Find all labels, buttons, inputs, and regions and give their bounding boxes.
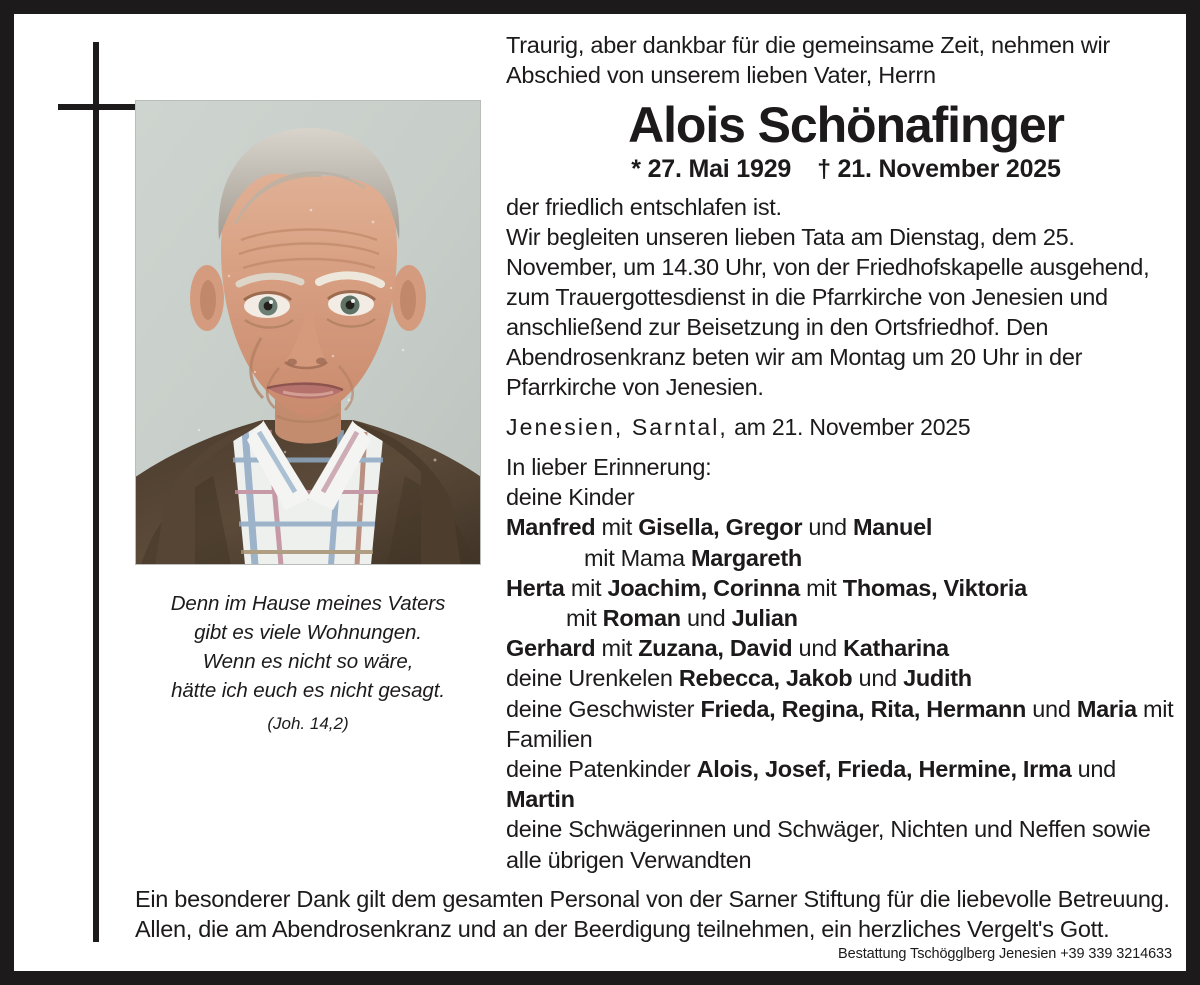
survivor-name: Herta <box>506 574 565 601</box>
survivor-connector: deine Patenkinder <box>506 756 697 783</box>
survivor-connector: mit Familien <box>506 695 1174 752</box>
survivor-line <box>506 694 1186 754</box>
survivor-connector: mit Mama <box>584 544 691 571</box>
place-date: am 21. November 2025 <box>727 414 971 440</box>
survivor-name: Joachim, Corinna <box>607 574 800 601</box>
bible-verse: Denn im Hause meines Vaters gibt es viele Wohnungen. Wenn es nicht so wäre, hätte ich euch es nicht gesagt. <box>170 592 446 702</box>
survivor-connector: und <box>792 635 844 662</box>
survivor-name: Gerhard <box>506 635 596 662</box>
place-and-date-line <box>506 414 1186 441</box>
survivor-name: Maria <box>1076 695 1137 722</box>
cross-vertical-bar <box>93 42 99 942</box>
survivor-line <box>506 543 1186 573</box>
notice-sheet <box>14 14 1186 971</box>
portrait-photo <box>135 100 481 565</box>
birth-date: * 27. Mai 1929 <box>631 155 792 183</box>
portrait-photo-image <box>135 100 481 565</box>
survivor-name: Katharina <box>843 635 949 662</box>
funeral-home-credit: Bestattung Tschögglberg Jenesien +39 339 3214633 <box>838 946 1172 962</box>
survivor-name: Margareth <box>690 544 802 571</box>
thanks-text: Ein besonderer Dank gilt dem gesamten Personal von der Sarner Stiftung für die liebevolle Betreuung. Allen, die am Abendrosenkranz und an der Beerdigung teilnehmen, ein herzliches Vergelt's Gott. <box>135 886 1170 942</box>
children-label: deine Kinder <box>506 484 635 511</box>
survivor-connector: deine Geschwister <box>506 695 701 722</box>
survivor-connector: mit <box>564 574 608 601</box>
survivor-connector: mit <box>595 514 639 541</box>
intro-text: Traurig, aber dankbar für die gemeinsame Zeit, nehmen wir Abschied von unserem lieben Vater, Herrn <box>506 32 1111 88</box>
cross-horizontal-bar <box>58 104 144 110</box>
survivor-line <box>506 754 1186 814</box>
survivor-lines <box>506 512 1186 874</box>
survivor-name: Manfred <box>506 514 596 541</box>
survivor-connector: deine Schwägerinnen und Schwäger, Nichten und Neffen sowie alle übrigen Verwandten <box>506 816 1151 873</box>
survivor-connector: und <box>1026 695 1077 722</box>
survivor-line <box>506 573 1186 603</box>
survivor-connector: mit <box>595 635 639 662</box>
survivor-name: Manuel <box>852 514 933 541</box>
survivor-connector: mit <box>799 574 843 601</box>
survivor-line <box>506 663 1186 693</box>
left-column <box>135 100 481 734</box>
survivor-name: Roman <box>602 605 681 632</box>
survivor-connector: deine Urenkelen <box>506 665 679 692</box>
place-name: Jenesien, Sarntal, <box>506 414 728 440</box>
survivor-connector: und <box>852 665 904 692</box>
survivor-name: Frieda, Regina, Rita, Hermann <box>700 695 1027 722</box>
survivor-line <box>506 603 1186 633</box>
bible-verse-reference: (Joh. 14,2) <box>267 714 349 733</box>
survivor-name: Gisella, Gregor <box>638 514 803 541</box>
survivor-name: Judith <box>903 665 972 692</box>
survivor-name: Zuzana, David <box>638 635 793 662</box>
survivors-block <box>506 452 1186 875</box>
survivor-connector: mit <box>566 605 603 632</box>
memory-heading: In lieber Erinnerung: <box>506 454 712 480</box>
survivor-line <box>506 633 1186 663</box>
deceased-name: Alois Schönafinger <box>628 97 1064 153</box>
survivor-name: Thomas, Viktoria <box>842 574 1027 601</box>
right-column <box>506 30 1186 875</box>
survivor-line <box>506 512 1186 542</box>
survivor-connector: und <box>802 514 853 541</box>
survivor-name: Alois, Josef, Frieda, Hermine, Irma <box>696 756 1072 783</box>
survivor-connector: und <box>1071 756 1116 783</box>
funeral-details: der friedlich entschlafen ist. Wir begleiten unseren lieben Tata am Dienstag, dem 25. November, um 14.30 Uhr, von der Friedhofskapelle ausgehend, zum Trauergottesdienst in die Pfarrkirche von Jenesien und anschließend zur Beisetzung in den Ortsfriedhof. Den Abendrosenkranz beten wir am Montag um 20 Uhr in der Pfarrkirche von Jenesien. <box>506 194 1150 400</box>
death-date: † 21. November 2025 <box>817 155 1061 183</box>
survivor-name: Julian <box>731 605 798 632</box>
survivor-name: Martin <box>506 786 575 813</box>
survivor-connector: und <box>680 605 732 632</box>
survivor-name: Rebecca, Jakob <box>678 665 853 692</box>
survivor-line <box>506 814 1186 874</box>
life-dates <box>506 155 1186 184</box>
